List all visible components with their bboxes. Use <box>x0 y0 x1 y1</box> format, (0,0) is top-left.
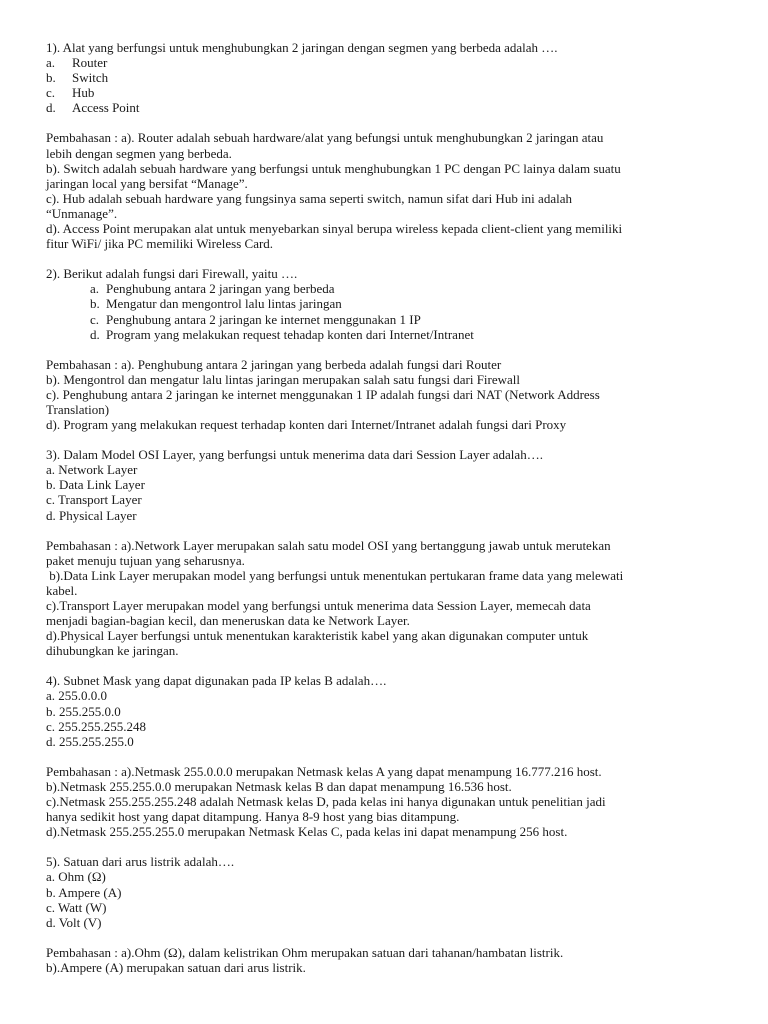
option-5a: a. Ohm (Ω) <box>46 869 106 885</box>
discussion-line: fitur WiFi/ jika PC memiliki Wireless Card. <box>46 236 274 252</box>
discussion-line: kabel. <box>46 582 78 598</box>
option-5d: d. Volt (V) <box>46 914 102 930</box>
discussion-line: c).Netmask 255.255.255.248 adalah Netmask kelas D, pada kelas ini hanya digunakan untuk penelitian jadi <box>46 794 606 810</box>
discussion-line: Pembahasan : a). Penghubung antara 2 jaringan yang berbeda adalah fungsi dari Router <box>46 356 502 372</box>
discussion-line: b).Netmask 255.255.0.0 merupakan Netmask kelas B dan dapat menampung 16.536 host. <box>46 778 512 794</box>
discussion-line: b).Ampere (A) merupakan satuan dari arus listrik. <box>46 959 306 975</box>
option-1b: b. Switch <box>46 70 109 86</box>
discussion-line: d).Netmask 255.255.255.0 merupakan Netmask Kelas C, pada kelas ini dapat menampung 256 host. <box>46 824 568 840</box>
discussion-5 <box>46 945 726 975</box>
discussion-line: jaringan local yang bersifat “Manage”. <box>46 175 248 191</box>
discussion-line: Pembahasan : a).Netmask 255.0.0.0 merupakan Netmask kelas A yang dapat menampung 16.777.216 host. <box>46 763 602 779</box>
discussion-line: paket menuju tujuan yang seharusnya. <box>46 552 245 568</box>
discussion-1 <box>46 130 726 251</box>
option-4a: a. 255.0.0.0 <box>46 688 108 704</box>
option-2c: c. Penghubung antara 2 jaringan ke internet menggunakan 1 IP <box>90 311 421 327</box>
discussion-line: lebih dengan segmen yang berbeda. <box>46 145 232 161</box>
discussion-3 <box>46 538 726 659</box>
discussion-line: d). Access Point merupakan alat untuk menyebarkan sinyal berupa wireless kepada client-client yang memiliki <box>46 221 623 237</box>
discussion-line: c). Hub adalah sebuah hardware yang fungsinya sama seperti switch, namun sifat dari Hub ini adalah <box>46 190 572 206</box>
option-5b: b. Ampere (A) <box>46 884 122 900</box>
option-5c: c. Watt (W) <box>46 899 107 915</box>
option-4c: c. 255.255.255.248 <box>46 718 147 734</box>
discussion-line: Pembahasan : a).Ohm (Ω), dalam kelistrikan Ohm merupakan satuan dari tahanan/hambatan listrik. <box>46 944 564 960</box>
question-4: 4). Subnet Mask yang dapat digunakan pada IP kelas B adalah…. <box>46 673 387 689</box>
discussion-line: Pembahasan : a).Network Layer merupakan salah satu model OSI yang bertanggung jawab untuk merutekan <box>46 537 611 553</box>
option-4b: b. 255.255.0.0 <box>46 703 121 719</box>
discussion-line: “Unmanage”. <box>46 205 118 221</box>
discussion-line: c). Penghubung antara 2 jaringan ke internet menggunakan 1 IP adalah fungsi dari NAT (Network Address <box>46 386 600 402</box>
option-2d: d. Program yang melakukan request tehadap konten dari Internet/Intranet <box>90 326 474 342</box>
discussion-line: dihubungkan ke jaringan. <box>46 643 179 659</box>
option-3a: a. Network Layer <box>46 462 138 478</box>
discussion-line: c).Transport Layer merupakan model yang berfungsi untuk menerima data Session Layer, memecah data <box>46 598 591 613</box>
option-2a: a. Penghubung antara 2 jaringan yang berbeda <box>90 281 335 297</box>
option-3b: b. Data Link Layer <box>46 477 145 493</box>
discussion-line: Translation) <box>46 401 110 417</box>
question-3-options <box>46 462 726 522</box>
option-4d: d. 255.255.255.0 <box>46 733 134 749</box>
discussion-line: b). Switch adalah sebuah hardware yang berfungsi untuk menghubungkan 1 PC dengan PC lainya dalam suatu <box>46 160 621 176</box>
discussion-line: Pembahasan : a). Router adalah sebuah hardware/alat yang befungsi untuk menghubungkan 2 jaringan atau <box>46 130 604 146</box>
question-4-options <box>46 688 726 748</box>
document-page <box>46 40 726 975</box>
question-5-options <box>46 869 726 929</box>
question-3: 3). Dalam Model OSI Layer, yang berfungsi untuk menerima data dari Session Layer adalah…. <box>46 447 543 463</box>
discussion-line: d).Physical Layer berfungsi untuk menentukan karakteristik kabel yang akan digunakan computer untuk <box>46 628 589 644</box>
question-2-options <box>46 281 726 341</box>
question-2: 2). Berikut adalah fungsi dari Firewall, yaitu …. <box>46 266 298 282</box>
discussion-line: b).Data Link Layer merupakan model yang berfungsi untuk menentukan pertukaran frame data yang melewati <box>46 567 624 583</box>
option-1a: a. Router <box>46 55 108 71</box>
option-1c: c. Hub <box>46 85 95 101</box>
option-3c: c. Transport Layer <box>46 492 142 508</box>
discussion-line: menjadi bagian-bagian kecil, dan meneruskan data ke Network Layer. <box>46 613 410 629</box>
option-2b: b. Mengatur dan mengontrol lalu lintas jaringan <box>90 296 342 312</box>
question-1-options <box>46 55 726 115</box>
question-5: 5). Satuan dari arus listrik adalah…. <box>46 854 235 870</box>
discussion-line: hanya sedikit host yang dapat ditampung. Hanya 8-9 host yang bias ditampung. <box>46 809 460 825</box>
discussion-line: d). Program yang melakukan request terhadap konten dari Internet/Intranet adalah fungsi dari Proxy <box>46 417 567 433</box>
question-1: 1). Alat yang berfungsi untuk menghubungkan 2 jaringan dengan segmen yang berbeda adalah …. <box>46 40 558 55</box>
discussion-4 <box>46 764 726 839</box>
option-3d: d. Physical Layer <box>46 507 137 523</box>
discussion-2 <box>46 357 726 432</box>
option-1d: d. Access Point <box>46 100 140 116</box>
discussion-line: b). Mengontrol dan mengatur lalu lintas jaringan merupakan salah satu fungsi dari Firewall <box>46 371 521 387</box>
